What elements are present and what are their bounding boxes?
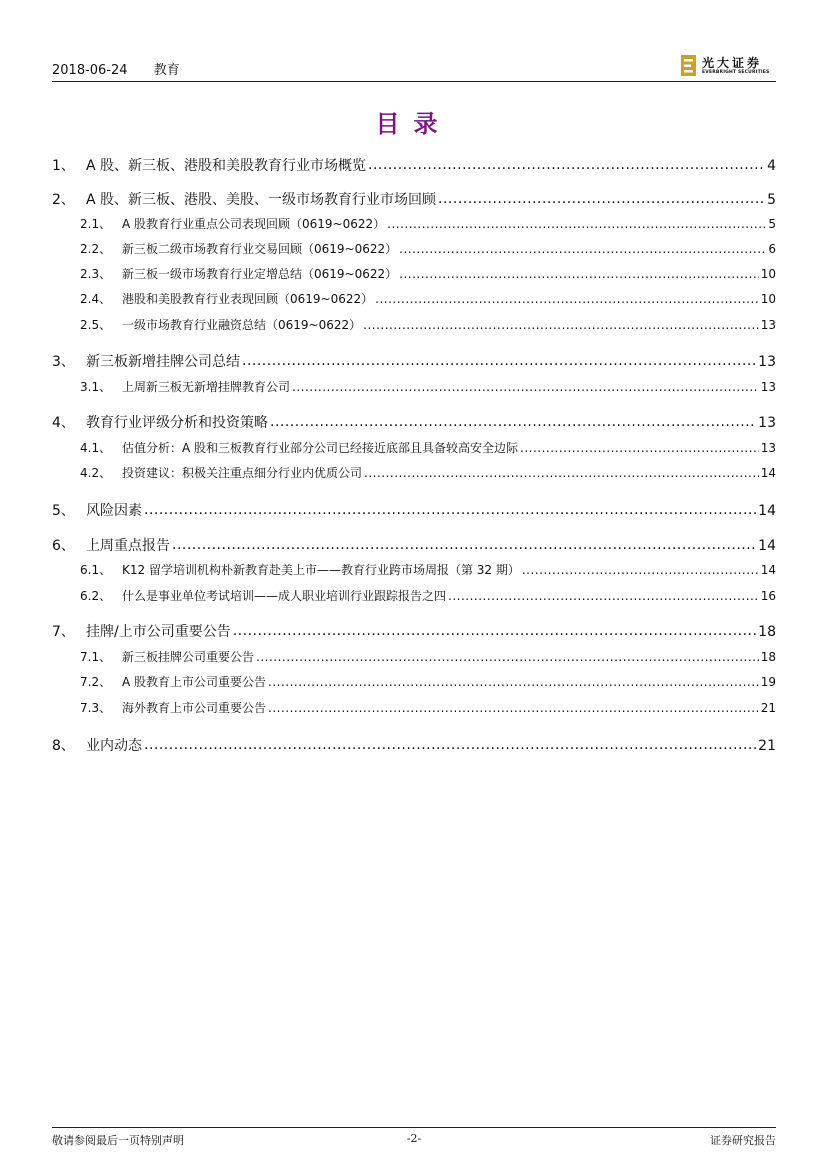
page-title: 目录 [375,109,452,138]
toc-entry-number: 3.1、 [80,380,112,394]
toc-entry-title: 新三板挂牌公司重要公告 [122,650,255,664]
toc-entry-page: 6 [768,242,776,256]
toc-entry-number: 2.1、 [80,217,112,231]
toc-leader-dots [438,190,765,204]
toc-leader-dots [242,352,756,366]
toc-entry-page: 14 [758,538,776,554]
toc-entry-title: 上周新三板无新增挂牌教育公司 [122,380,291,394]
toc-entry-number: 6.2、 [80,589,112,603]
toc-entry[interactable] [52,500,776,520]
toc-leader-dots [520,440,759,452]
toc-entry[interactable] [52,648,776,666]
toc-entry[interactable] [52,587,776,605]
toc-entry-title: 投资建议：积极关注重点细分行业内优质公司 [122,466,363,480]
toc-entry[interactable] [52,351,776,371]
toc-entry[interactable] [52,412,776,432]
toc-leader-dots [363,317,759,329]
toc-leader-dots [292,379,759,391]
toc-entry[interactable] [52,735,776,755]
toc-entry-number: 2.3、 [80,267,112,281]
toc-entry-title: 什么是事业单位考试培训——成人职业培训行业跟踪报告之四 [122,589,447,603]
toc-entry-page: 21 [760,701,776,715]
toc-entry-number: 2、 [52,192,75,208]
header-divider [52,81,776,82]
logo-mark-icon [681,55,696,76]
footer-divider [52,1127,776,1128]
toc-leader-dots [375,291,759,303]
footer-report-type: 证券研究报告 [710,1134,776,1147]
toc-entry-page: 14 [760,466,776,480]
toc-entry[interactable] [52,439,776,457]
everbright-logo [681,54,776,80]
toc-leader-dots [144,501,756,515]
toc-entry-number: 7、 [52,624,75,640]
toc-entry-page: 21 [758,738,776,754]
toc-entry[interactable] [52,316,776,334]
toc-entry-page: 4 [767,158,776,174]
page-header [52,54,776,82]
toc-entry[interactable] [52,699,776,717]
toc-entry-page: 10 [760,292,776,306]
toc-entry-page: 13 [760,441,776,455]
toc-entry-page: 14 [760,563,776,577]
toc-entry-page: 16 [760,589,776,603]
toc-entry-page: 13 [758,415,776,431]
toc-entry[interactable] [52,378,776,396]
toc-entry-number: 7.3、 [80,701,112,715]
toc-entry-number: 5、 [52,503,75,519]
report-category: 教育 [153,63,180,78]
toc-entry[interactable] [52,265,776,283]
toc-leader-dots [364,465,759,477]
toc-entry-number: 7.1、 [80,650,112,664]
toc-entry-number: 4.1、 [80,441,112,455]
toc-entry-number: 3、 [52,354,75,370]
toc-entry-title: 新三板二级市场教育行业交易回顾（0619~0622） [122,242,398,256]
toc-entry-title: 风险因素 [86,503,142,519]
toc-entry[interactable] [52,215,776,233]
toc-leader-dots [387,216,766,228]
toc-entry-page: 5 [768,217,776,231]
toc-entry-page: 13 [758,354,776,370]
toc-entry-number: 2.4、 [80,292,112,306]
toc-entry-page: 18 [760,650,776,664]
toc-leader-dots [368,156,765,170]
page-number: -2- [406,1132,422,1145]
toc-entry[interactable] [52,155,776,175]
toc-entry-title: 一级市场教育行业融资总结（0619~0622） [122,318,362,332]
toc-entry-title: 港股和美股教育行业表现回顾（0619~0622） [122,292,374,306]
toc-entry-page: 14 [758,503,776,519]
toc-entry-title: 挂牌/上市公司重要公告 [86,624,231,640]
header-info [52,59,202,78]
toc-entry-title: K12 留学培训机构朴新教育赴美上市——教育行业跨市场周报（第 32 期） [122,563,520,577]
toc-entry-number: 6、 [52,538,75,554]
toc-entry-number: 6.1、 [80,563,112,577]
toc-entry-title: A 股教育行业重点公司表现回顾（0619~0622） [122,217,386,231]
toc-entry-page: 5 [767,192,776,208]
toc-entry-number: 2.2、 [80,242,112,256]
toc-leader-dots [270,413,756,427]
toc-entry-title: 估值分析：A 股和三板教育行业部分公司已经接近底部且具备较高安全边际 [122,441,519,455]
logo-text-en: EVERBRIGHT SECURITIES [702,70,770,75]
toc-leader-dots [144,736,756,750]
toc-leader-dots [256,649,759,661]
logo-text-cn: 光大证券 [702,56,763,70]
toc-leader-dots [448,588,759,600]
toc-entry-title: 新三板一级市场教育行业定增总结（0619~0622） [122,267,398,281]
report-date: 2018-06-24 [52,63,128,78]
toc-entry-title: A 股、新三板、港股和美股教育行业市场概览 [86,158,367,174]
toc-entry-number: 7.2、 [80,675,112,689]
toc-entry[interactable] [52,621,776,641]
toc-leader-dots [233,622,756,636]
toc-entry[interactable] [52,240,776,258]
toc-entry-title: 教育行业评级分析和投资策略 [86,415,268,431]
toc-entry-page: 10 [760,267,776,281]
toc-entry[interactable] [52,464,776,482]
toc-entry-page: 13 [760,380,776,394]
toc-entry-number: 4.2、 [80,466,112,480]
toc-leader-dots [268,674,759,686]
toc-leader-dots [399,241,766,253]
toc-entry-title: 上周重点报告 [86,538,170,554]
toc-entry-title: 海外教育上市公司重要公告 [122,701,267,715]
toc-entry[interactable] [52,673,776,691]
toc-entry-title: A 股、新三板、港股、美股、一级市场教育行业市场回顾 [86,192,437,208]
toc-entry-page: 18 [758,624,776,640]
toc-entry[interactable] [52,290,776,308]
toc-entry[interactable] [52,561,776,579]
footer-disclaimer: 敬请参阅最后一页特别声明 [52,1134,184,1147]
toc-entry-title: A 股教育上市公司重要公告 [122,675,267,689]
toc-entry-number: 8、 [52,738,75,754]
toc-entry-number: 2.5、 [80,318,112,332]
toc-entry-page: 13 [760,318,776,332]
toc-entry-title: 业内动态 [86,738,142,754]
toc-leader-dots [268,700,759,712]
toc-leader-dots [399,266,759,278]
toc-entry[interactable] [52,189,776,209]
toc-entry-title: 新三板新增挂牌公司总结 [86,354,240,370]
toc-entry[interactable] [52,535,776,555]
toc-entry-page: 19 [760,675,776,689]
toc-entry-number: 1、 [52,158,75,174]
toc-leader-dots [522,562,759,574]
toc-leader-dots [172,536,756,550]
toc-entry-number: 4、 [52,415,75,431]
